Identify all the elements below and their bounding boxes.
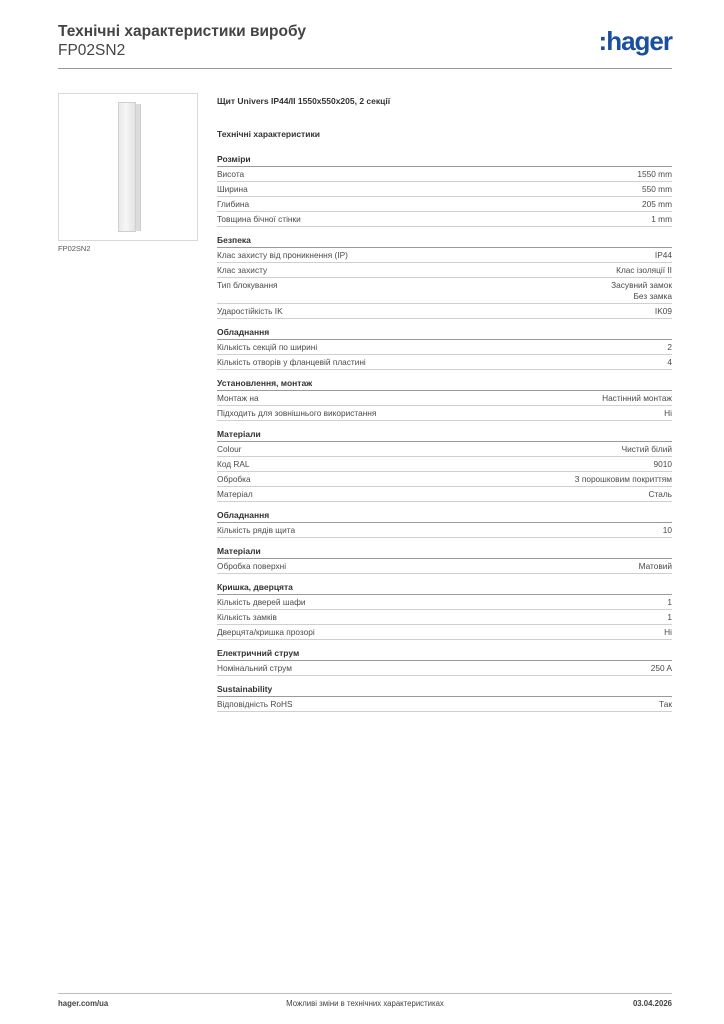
spec-value-line: 205 mm: [642, 198, 672, 209]
spec-label: Кількість секцій по ширині: [217, 341, 318, 352]
spec-value-line: IP44: [654, 249, 672, 260]
spec-label: Ударостійкість IK: [217, 305, 283, 316]
spec-value-line: 1 mm: [651, 213, 672, 224]
spec-value: [637, 169, 672, 180]
spec-row: [217, 610, 672, 625]
spec-label: Дверцята/кришка прозорі: [217, 626, 315, 637]
spec-value: [664, 627, 672, 638]
spec-value-line: З порошковим покриттям: [574, 473, 672, 484]
spec-groups: [217, 154, 672, 712]
spec-group: [217, 429, 672, 502]
spec-value-line: Клас ізоляції II: [616, 264, 672, 275]
spec-label: Підходить для зовнішнього використання: [217, 407, 377, 418]
page-footer: [58, 999, 672, 1011]
spec-group-title: Матеріали: [217, 546, 672, 559]
spec-label: Монтаж на: [217, 392, 259, 403]
spec-group-title: Безпека: [217, 235, 672, 248]
spec-value: [663, 525, 672, 536]
spec-value: [667, 357, 672, 368]
spec-group-title: Установлення, монтаж: [217, 378, 672, 391]
spec-label: Ширина: [217, 183, 248, 194]
spec-value-line: Чистий білий: [621, 443, 672, 454]
spec-value-line: 2: [667, 341, 672, 352]
spec-group: [217, 154, 672, 227]
spec-row: [217, 595, 672, 610]
spec-value: [616, 265, 672, 276]
spec-value: [642, 184, 672, 195]
spec-value: [639, 561, 672, 572]
spec-value-line: 4: [667, 356, 672, 367]
spec-row: [217, 625, 672, 640]
spec-content: [217, 95, 672, 720]
spec-value: [659, 699, 672, 710]
spec-row: [217, 248, 672, 263]
spec-label: Матеріал: [217, 488, 253, 499]
cabinet-side-illustration: [136, 104, 141, 231]
spec-group-title: Розміри: [217, 154, 672, 167]
spec-value: [611, 280, 672, 302]
spec-label: Кількість рядів щита: [217, 524, 296, 535]
image-caption: FP02SN2: [58, 244, 91, 253]
spec-row: [217, 263, 672, 278]
spec-row: [217, 559, 672, 574]
spec-value: [664, 408, 672, 419]
spec-row: [217, 167, 672, 182]
spec-value-line: 550 mm: [642, 183, 672, 194]
spec-value: [622, 444, 672, 455]
spec-label: Обробка: [217, 473, 251, 484]
spec-value-line: 1: [667, 611, 672, 622]
spec-heading: Технічні характеристики: [217, 129, 320, 139]
spec-value: [651, 663, 672, 674]
spec-group: [217, 648, 672, 676]
spec-row: [217, 212, 672, 227]
spec-group-title: Sustainability: [217, 684, 672, 697]
spec-label: Товщина бічної стінки: [217, 213, 301, 224]
spec-value: [667, 597, 672, 608]
spec-value-line: Без замка: [633, 290, 672, 301]
spec-row: [217, 304, 672, 319]
spec-row: [217, 391, 672, 406]
spec-row: [217, 197, 672, 212]
spec-value-line: Так: [659, 698, 672, 709]
spec-value-line: Ні: [664, 626, 672, 637]
spec-value-line: Сталь: [648, 488, 672, 499]
spec-value: [642, 199, 672, 210]
spec-group: [217, 582, 672, 640]
spec-label: Обробка поверхні: [217, 560, 287, 571]
spec-value: [655, 250, 672, 261]
spec-label: Кількість дверей шафи: [217, 596, 306, 607]
spec-value-line: Настінний монтаж: [602, 392, 672, 403]
spec-row: [217, 278, 672, 304]
spec-value-line: Засувний замок: [611, 279, 672, 290]
document-title: Технічні характеристики виробу: [58, 23, 306, 40]
spec-group: [217, 235, 672, 319]
spec-group-title: Кришка, дверцята: [217, 582, 672, 595]
spec-value: [649, 489, 672, 500]
spec-value: [667, 612, 672, 623]
spec-label: Тип блокування: [217, 279, 278, 290]
spec-label: Відповідність RoHS: [217, 698, 293, 709]
spec-label: Клас захисту: [217, 264, 268, 275]
spec-value-line: 1550 mm: [637, 168, 672, 179]
product-code: FP02SN2: [58, 42, 126, 59]
spec-row: [217, 355, 672, 370]
spec-group-title: Обладнання: [217, 510, 672, 523]
spec-row: [217, 697, 672, 712]
spec-row: [217, 182, 672, 197]
spec-row: [217, 406, 672, 421]
cabinet-illustration: [118, 102, 136, 232]
spec-label: Кількість замків: [217, 611, 277, 622]
spec-group-title: Матеріали: [217, 429, 672, 442]
spec-label: Номінальний струм: [217, 662, 292, 673]
page-header: [58, 22, 672, 70]
spec-group: [217, 546, 672, 574]
spec-label: Colour: [217, 443, 242, 454]
spec-label: Кількість отворів у фланцевій пластині: [217, 356, 366, 367]
footer-website[interactable]: hager.com/ua: [58, 999, 109, 1008]
spec-label: Висота: [217, 168, 245, 179]
spec-row: [217, 523, 672, 538]
spec-value: [667, 342, 672, 353]
spec-row: [217, 487, 672, 502]
spec-value-line: 250 A: [650, 662, 672, 673]
spec-value-line: 1: [667, 596, 672, 607]
spec-row: [217, 442, 672, 457]
spec-row: [217, 340, 672, 355]
spec-group: [217, 510, 672, 538]
spec-row: [217, 472, 672, 487]
product-image: [58, 93, 198, 241]
spec-value-line: Ні: [664, 407, 672, 418]
product-name: Щит Univers IP44/II 1550x550x205, 2 секції: [217, 96, 391, 106]
spec-label: Глибина: [217, 198, 250, 209]
spec-value: [654, 459, 672, 470]
header-divider: [58, 68, 672, 69]
spec-value: [651, 214, 672, 225]
footer-date: 03.04.2026: [632, 999, 672, 1008]
footer-divider: [58, 993, 672, 994]
spec-row: [217, 661, 672, 676]
hager-logo: :hager: [598, 26, 672, 56]
spec-group: [217, 684, 672, 712]
spec-label: Клас захисту від проникнення (IP): [217, 249, 348, 260]
spec-value: [655, 306, 672, 317]
footer-disclaimer: Можливі зміни в технічних характеристиках: [286, 999, 444, 1008]
spec-value-line: 9010: [653, 458, 672, 469]
spec-value-line: 10: [662, 524, 672, 535]
spec-value: [602, 393, 672, 404]
spec-value: [575, 474, 672, 485]
spec-value-line: IK09: [654, 305, 672, 316]
spec-group-title: Обладнання: [217, 327, 672, 340]
spec-group: [217, 327, 672, 370]
spec-group-title: Електричний струм: [217, 648, 672, 661]
spec-label: Код RAL: [217, 458, 250, 469]
spec-group: [217, 378, 672, 421]
spec-row: [217, 457, 672, 472]
spec-value-line: Матовий: [638, 560, 672, 571]
